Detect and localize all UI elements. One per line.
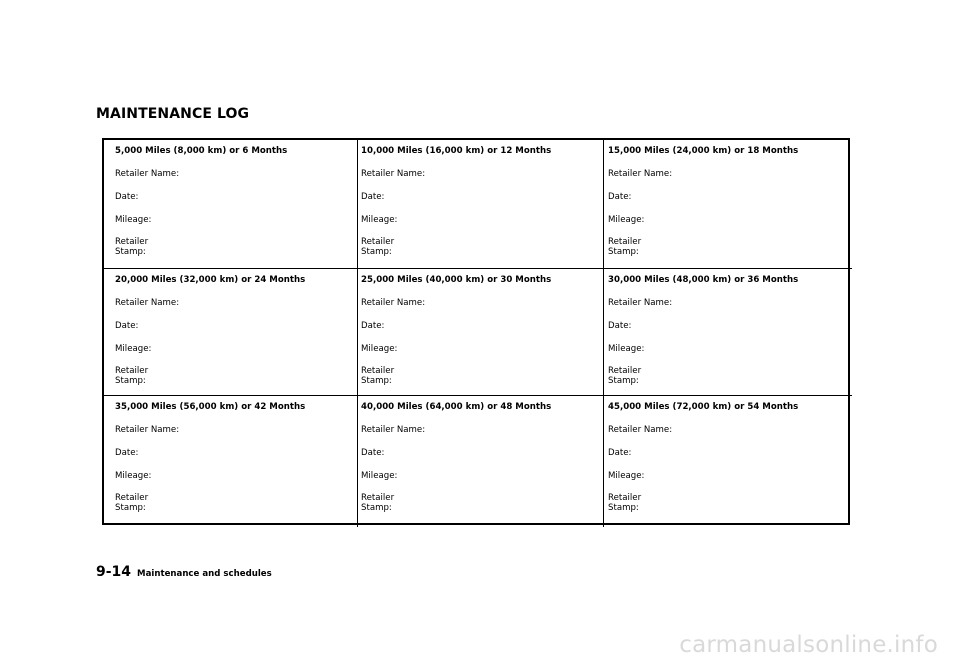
retailer-stamp-label: Retailer Stamp: xyxy=(361,493,395,513)
retailer-name-label: Retailer Name: xyxy=(361,425,426,435)
interval-heading: 30,000 Miles (48,000 km) or 36 Months xyxy=(608,275,799,285)
log-cell xyxy=(604,269,852,396)
retailer-stamp-label: Retailer Stamp: xyxy=(608,237,642,257)
interval-heading: 25,000 Miles (40,000 km) or 30 Months xyxy=(361,275,552,285)
interval-heading: 40,000 Miles (64,000 km) or 48 Months xyxy=(361,402,552,412)
mileage-label: Mileage: xyxy=(608,344,645,354)
watermark: carmanualsonline.info xyxy=(679,632,938,658)
retailer-stamp-label: Retailer Stamp: xyxy=(115,493,149,513)
mileage-label: Mileage: xyxy=(361,215,398,225)
interval-heading: 5,000 Miles (8,000 km) or 6 Months xyxy=(115,146,288,156)
log-cell xyxy=(358,269,604,396)
log-cell xyxy=(604,396,852,527)
date-label: Date: xyxy=(115,321,139,331)
page-number: 9-14 xyxy=(96,564,132,580)
retailer-name-label: Retailer Name: xyxy=(115,298,180,308)
date-label: Date: xyxy=(608,448,632,458)
interval-heading: 35,000 Miles (56,000 km) or 42 Months xyxy=(115,402,306,412)
date-label: Date: xyxy=(608,192,632,202)
maintenance-log-table xyxy=(102,138,850,525)
mileage-label: Mileage: xyxy=(361,344,398,354)
date-label: Date: xyxy=(361,192,385,202)
date-label: Date: xyxy=(608,321,632,331)
retailer-name-label: Retailer Name: xyxy=(608,169,673,179)
page-title: MAINTENANCE LOG xyxy=(96,106,250,122)
retailer-stamp-label: Retailer Stamp: xyxy=(361,366,395,386)
log-cell xyxy=(104,269,358,396)
retailer-stamp-label: Retailer Stamp: xyxy=(361,237,395,257)
mileage-label: Mileage: xyxy=(361,471,398,481)
interval-heading: 15,000 Miles (24,000 km) or 18 Months xyxy=(608,146,799,156)
log-cell xyxy=(358,140,604,269)
log-cell xyxy=(604,140,852,269)
page-footer xyxy=(96,561,272,580)
mileage-label: Mileage: xyxy=(608,215,645,225)
retailer-stamp-label: Retailer Stamp: xyxy=(608,366,642,386)
mileage-label: Mileage: xyxy=(115,344,152,354)
retailer-name-label: Retailer Name: xyxy=(361,298,426,308)
retailer-name-label: Retailer Name: xyxy=(608,425,673,435)
retailer-name-label: Retailer Name: xyxy=(115,169,180,179)
mileage-label: Mileage: xyxy=(608,471,645,481)
mileage-label: Mileage: xyxy=(115,215,152,225)
retailer-stamp-label: Retailer Stamp: xyxy=(115,366,149,386)
retailer-stamp-label: Retailer Stamp: xyxy=(608,493,642,513)
log-cell xyxy=(104,140,358,269)
retailer-name-label: Retailer Name: xyxy=(361,169,426,179)
retailer-name-label: Retailer Name: xyxy=(115,425,180,435)
date-label: Date: xyxy=(115,448,139,458)
retailer-name-label: Retailer Name: xyxy=(608,298,673,308)
retailer-stamp-label: Retailer Stamp: xyxy=(115,237,149,257)
log-cell xyxy=(358,396,604,527)
mileage-label: Mileage: xyxy=(115,471,152,481)
interval-heading: 10,000 Miles (16,000 km) or 12 Months xyxy=(361,146,552,156)
interval-heading: 45,000 Miles (72,000 km) or 54 Months xyxy=(608,402,799,412)
interval-heading: 20,000 Miles (32,000 km) or 24 Months xyxy=(115,275,306,285)
date-label: Date: xyxy=(115,192,139,202)
section-name: Maintenance and schedules xyxy=(137,569,272,579)
date-label: Date: xyxy=(361,321,385,331)
log-cell xyxy=(104,396,358,527)
date-label: Date: xyxy=(361,448,385,458)
